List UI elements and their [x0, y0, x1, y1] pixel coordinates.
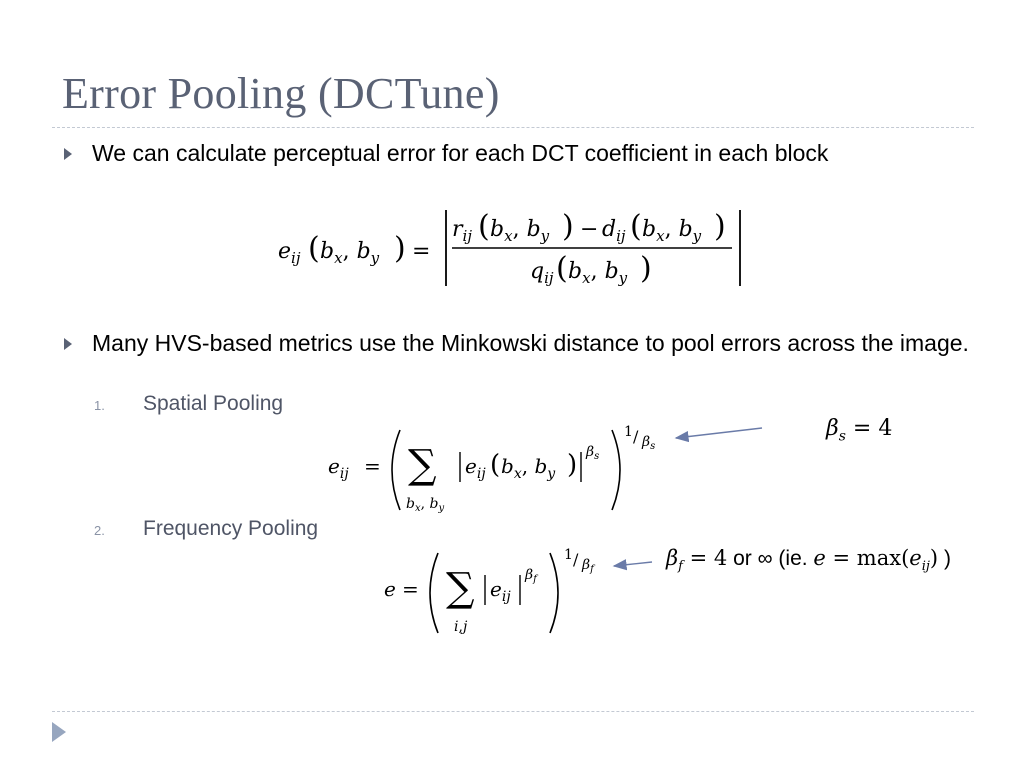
svg-text:1: 1 [564, 547, 573, 563]
svg-text:1: 1 [624, 424, 633, 440]
svg-text:): ) [562, 209, 574, 244]
bullet-triangle-icon [64, 338, 72, 350]
svg-text:∑: ∑ [446, 565, 475, 611]
svg-text:βs: $\beta_s$ [586, 444, 600, 462]
equation-spatial-pooling [328, 418, 668, 518]
frequency-pooling-label: Frequency Pooling [143, 517, 319, 540]
svg-text:(: ( [630, 209, 642, 244]
svg-text:eij: $e_{ij}$ [278, 239, 301, 267]
title-divider [52, 127, 974, 128]
svg-text:=: = [412, 239, 431, 264]
svg-text:(: ( [308, 231, 320, 266]
svg-text:bx, by: $b_x$, $b_y$ [406, 496, 445, 514]
svg-text:βs: $\beta_s$ [642, 434, 656, 452]
svg-text:eij: $e_{ij}$ [490, 577, 511, 605]
svg-text:bx, by: $b_x$, $b_y$ [642, 217, 702, 245]
svg-text:∑: ∑ [408, 442, 437, 488]
list-number-1: 1. [94, 398, 105, 413]
beta-f-annotation: $\beta_f = 4$ or ∞ (ie. $e = \max(e_{ij})$ ) [666, 546, 951, 575]
svg-text:(: ( [478, 209, 490, 244]
svg-text:βf: $\beta_f$ [582, 557, 594, 575]
equation-perceptual-error [276, 200, 756, 295]
svg-text:(: ( [490, 450, 501, 480]
footer-divider [52, 711, 974, 712]
svg-text:qij: $q_{ij}$ [530, 259, 554, 287]
svg-text:βf: $\beta_f$ [525, 567, 537, 585]
beta-s-annotation: $\beta_s = 4$ [826, 416, 893, 445]
svg-text:): ) [567, 450, 578, 480]
slide-title: Error Pooling (DCTune) [62, 69, 500, 118]
svg-text:dij: $d_{ij}$ [602, 217, 626, 245]
svg-text:bx, by: $b_x$, $b_y$ [501, 454, 556, 482]
svg-text:(: ( [556, 251, 568, 286]
bullet-text-2: Many HVS-based metrics use the Minkowski distance to pool errors across the image. [92, 330, 969, 356]
svg-text:bx, by: $b_x$, $b_y$ [320, 239, 380, 267]
bullet-text-1: We can calculate perceptual error for each DCT coefficient in each block [92, 140, 829, 166]
next-slide-icon[interactable] [52, 722, 66, 742]
svg-text:=: = [364, 454, 381, 478]
svg-text:rij: $r_{ij}$ [452, 217, 472, 245]
bullet-triangle-icon [64, 148, 72, 160]
svg-text:/: / [573, 550, 579, 569]
svg-text:bx, by: $b_x$, $b_y$ [490, 217, 550, 245]
svg-text:/: / [633, 427, 639, 446]
svg-text:): ) [394, 231, 406, 266]
svg-text:i,j: i,j [454, 619, 468, 635]
svg-text:=: = [402, 577, 419, 601]
svg-text:): ) [714, 209, 726, 244]
svg-text:eij: $e_{ij}$ [328, 454, 349, 482]
spatial-pooling-label: Spatial Pooling [143, 392, 284, 415]
svg-text:): ) [640, 251, 652, 286]
svg-text:−: − [580, 217, 599, 242]
list-number-2: 2. [94, 523, 105, 538]
svg-text:bx, by: $b_x$, $b_y$ [568, 259, 628, 287]
svg-text:eij: $e_{ij}$ [465, 454, 486, 482]
svg-text:e: e [384, 577, 396, 601]
equation-frequency-pooling [384, 543, 624, 638]
